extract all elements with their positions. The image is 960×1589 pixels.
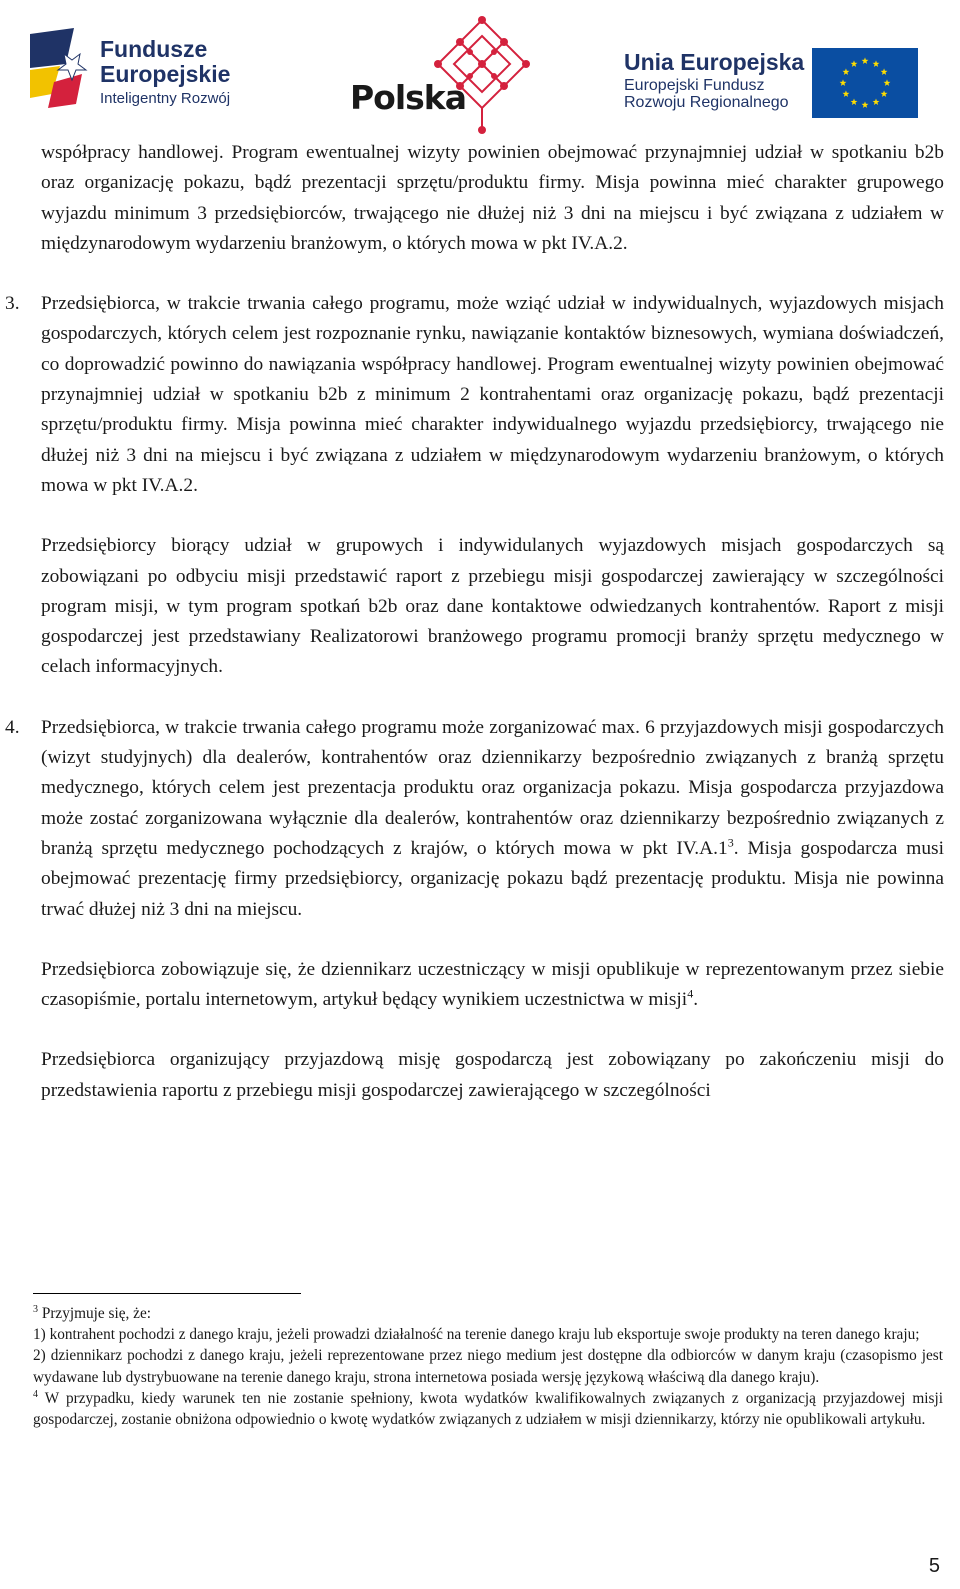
paragraph-journalist [41,955,944,1016]
list-item-4-text-b: . Misja gospodarcza musi obejmować prezentację firmy przedsiębiorcy, organizację pokazu bądź prezentację produktu. Misja nie powinna trwać dłużej niż 3 dni na miejscu. [41,837,944,920]
paragraph-journalist-a: Przedsiębiorca zobowiązuje się, że dziennikarz uczestniczący w misji opublikuje w reprezentowanym przez siebie czasopiśmie, portalu internetowym, artykuł będący wynikiem uczestnictwa w misji [41,958,944,1011]
list-item-3 [5,289,944,501]
fe-line2: Europejskie [100,61,231,87]
list-item-4 [5,713,944,925]
list-item-4-text-a: Przedsiębiorca, w trakcie trwania całego programu może zorganizować max. 6 przyjazdowych misji gospodarczych (wizyt studyjnych) dla dealerów, kontrahentów oraz dziennikarzy bezpośrednio związanych z branżą sprzętu medycznego, których celem jest prezentacja produktu oraz organizacja pokazu. Misja gospodarcza przyjazdowa może zostać zorganizowana wyłącznie dla dealerów, kontrahentów oraz dziennikarzy bezpośrednio związanych z branżą sprzętu medycznego pochodzących z krajów, o których mowa w pkt IV.A.1 [41,716,944,859]
footnote-3-intro [33,1303,943,1324]
footnote-ref-4[interactable]: 4 [687,986,694,1001]
fundusze-europejskie-text [100,38,230,106]
ue-line2: Europejski Fundusz [624,77,765,95]
ue-line1: Unia Europejska [624,49,805,75]
unia-europejska-text [624,50,804,112]
paragraph-organizer: Przedsiębiorca organizujący przyjazdową misję gospodarczą jest zobowiązany po zakończeniu misji do przedstawienia raportu z przebiegu misji gospodarczej zawierającego w szczególności [41,1049,944,1101]
paragraph-journalist-b: . [693,989,699,1011]
document-body [5,138,944,1106]
eu-flag-icon [812,48,918,118]
footnote-divider [33,1293,301,1294]
list-item-3-number: 3. [5,293,20,315]
fe-line1: Fundusze [100,36,208,62]
footnote-4 [33,1388,943,1430]
fe-line3: Inteligentny Rozwój [100,90,231,107]
footnote-3-line1: 1) kontrahent pochodzi z danego kraju, jeżeli prowadzi działalność na terenie danego kraju lub eksportuje swoje produkty na teren danego kraju; [33,1326,920,1344]
paragraph-report: Przedsiębiorcy biorący udział w grupowych i indywidulanych wyjazdowych misjach gospodarczych są zobowiązani po odbyciu misji przedstawić raport z przebiegu misji gospodarczej zawierający w szczególności program misji, w tym program spotkań b2b oraz dane kontaktowe odwiedzanych kontrahentów. Raport z misji gospodarczej jest przedstawiany Realizatorowi branżowego programu promocji branży sprzętu medycznego w celach informacyjnych. [41,535,944,678]
footnote-4-mark: 4 [33,1388,38,1400]
footnote-3-mark: 3 [33,1303,38,1315]
ue-line3: Rozwoju Regionalnego [624,93,789,111]
list-item-4-text [41,713,944,925]
list-item-4-number: 4. [5,716,20,738]
footnotes [33,1303,943,1430]
fundusze-europejskie-logo-icon [30,24,98,108]
paragraph-intro: współpracy handlowej. Program ewentualnej wizyty powinien obejmować przynajmniej udział w spotkaniu b2b oraz organizację pokazu, bądź prezentacji sprzętu/produktu firmy. Misja powinna mieć charakter grupowego wyjazdu minimum 3 przedsiębiorców, trwającego nie dłużej niż 3 dni na miejscu i być związana z udziałem w międzynarodowym wydarzeniu branżowym, o których mowa w pkt IV.A.2. [41,142,944,254]
footnote-3-line2: 2) dziennikarz pochodzi z danego kraju, jeżeli reprezentowane przez niego medium jest dostępne dla odbiorców w danym kraju (czasopismo jest wydawane lub dystrybuowane na terenie danego kraju, strona internetowa posiada wersję językową właściwą dla danego kraju). [33,1347,943,1386]
footnote-4-text: W przypadku, kiedy warunek ten nie zostanie spełniony, kwota wydatków kwalifikowalnych związanych z organizacją przyjazdowej misji gospodarczej, zostanie obniżona odpowiednio o kwotę wydatków związanych z udziałem w misji dziennikarzy, którzy nie opublikowali artykułu. [33,1389,943,1429]
page-number: 5 [928,1555,940,1577]
footnote-ref-3[interactable]: 3 [727,835,734,850]
footnote-3-intro-text: Przyjmuje się, że: [38,1305,151,1322]
list-item-3-text: Przedsiębiorca, w trakcie trwania całego programu, może wziąć udział w indywidualnych, wyjazdowych misjach gospodarczych, których celem jest rozpoznanie rynku, nawiązanie kontaktów biznesowych, wymiana doświadczeń, co doprowadzić powinno do nawiązania współpracy handlowej. Program ewentualnej wizyty powinien obejmować przynajmniej udział w spotkaniu b2b z minimum 2 kontrahentami oraz organizację pokazu, bądź prezentacji sprzętu/produktu firmy. Misja powinna mieć charakter indywidualnego wyjazdu przedsiębiorcy, trwającego nie dłużej niż 3 dni na miejscu i być związana z udziałem w międzynarodowym wydarzeniu branżowym, o których mowa w pkt IV.A.2. [41,293,944,496]
polska-text: Polska [350,78,467,117]
header-logos [0,0,960,140]
